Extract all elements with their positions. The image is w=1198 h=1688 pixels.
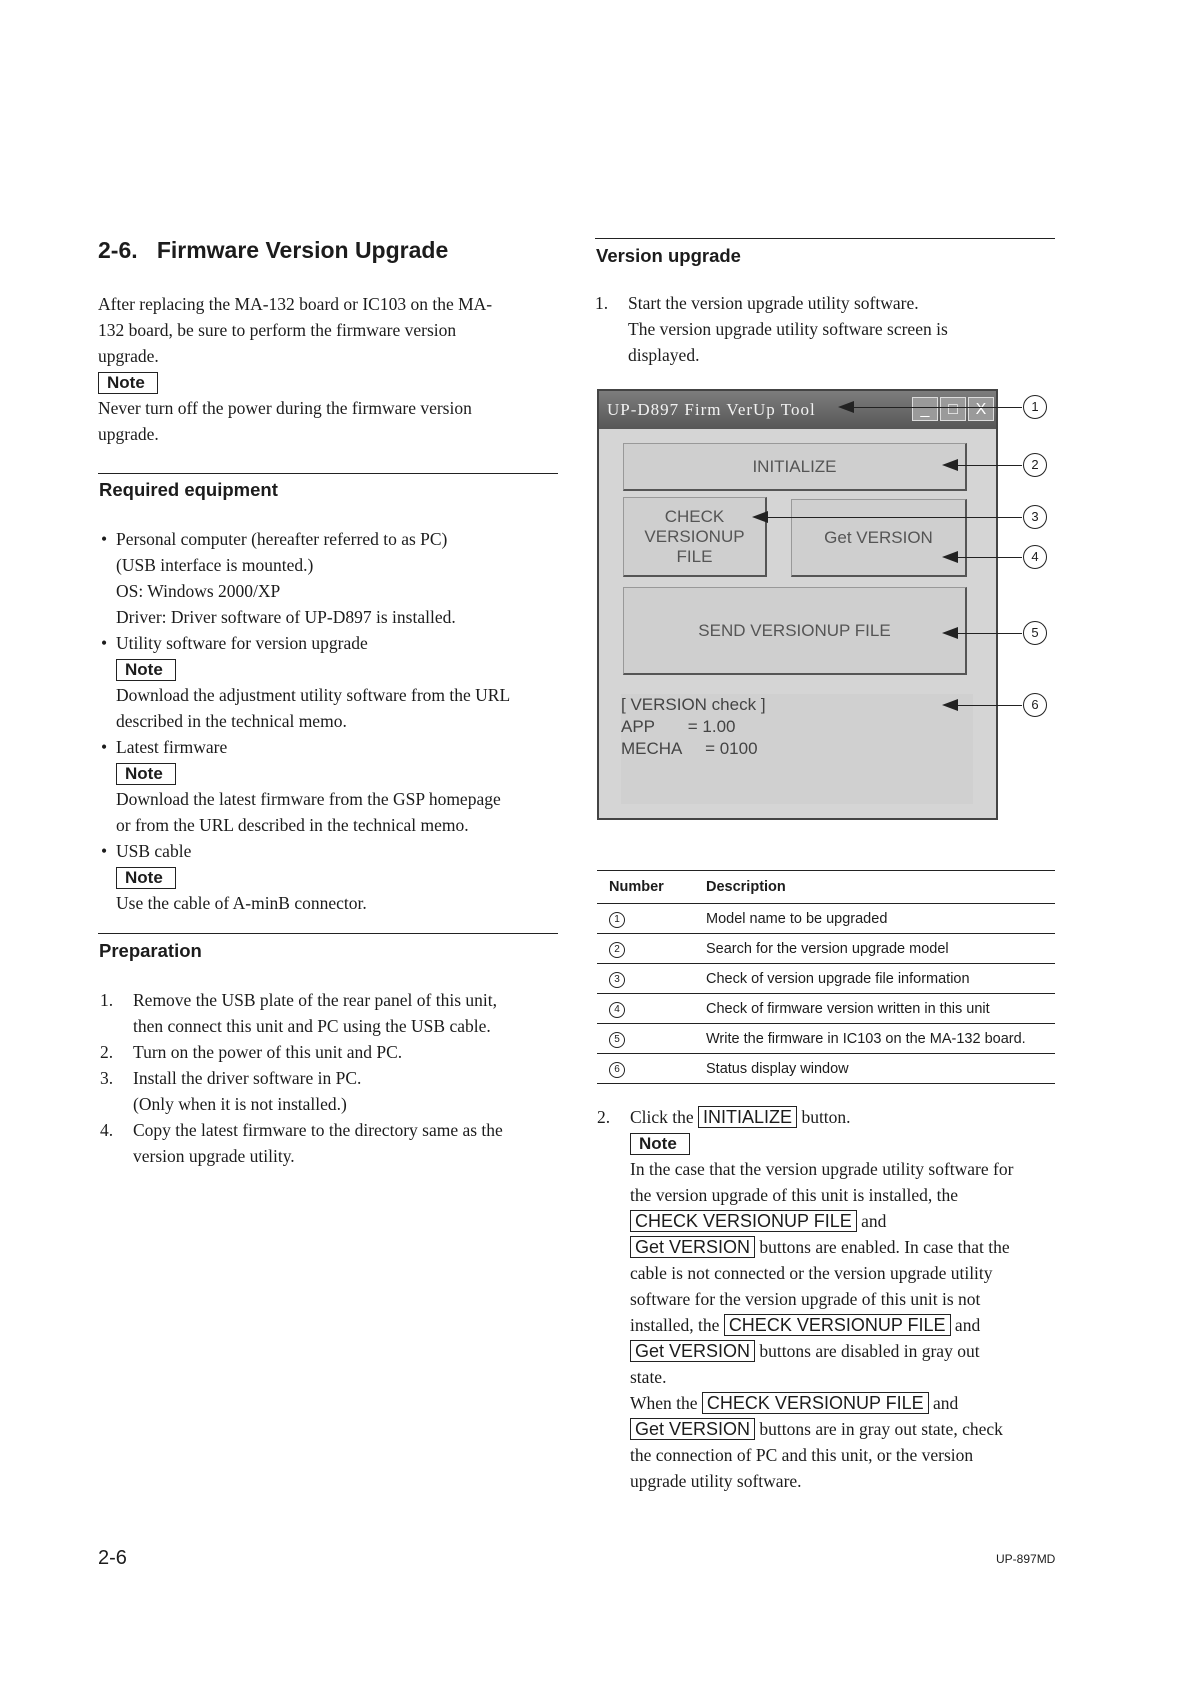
note-text: Use the cable of A-minB connector.: [116, 893, 367, 913]
note-label: Note: [116, 867, 176, 889]
row-description: Status display window: [705, 1054, 1055, 1084]
list-item: [101, 630, 566, 734]
note-text: When the: [630, 1393, 698, 1413]
row-number: 3: [609, 972, 625, 988]
section-heading: [98, 237, 448, 264]
section-title: Firmware Version Upgrade: [156, 237, 449, 263]
note-text: Download the adjustment utility software from the URL: [116, 685, 511, 705]
row-description: Write the firmware in IC103 on the MA-132 board.: [705, 1024, 1055, 1054]
row-number: 1: [609, 912, 625, 928]
version-step1: [595, 290, 1048, 368]
note-text: software for the version upgrade of this unit is not: [630, 1289, 981, 1309]
list-item: [101, 838, 566, 916]
row-description: Model name to be upgraded: [705, 904, 1055, 934]
status-line: MECHA = 0100: [621, 739, 758, 758]
section-number: 2-6.: [98, 237, 138, 263]
note-text: buttons are enabled. In case that the: [759, 1237, 1010, 1257]
step-number: 1.: [100, 990, 114, 1010]
note-text: Download the latest firmware from the GSP homepage: [116, 789, 501, 809]
arrow-line: [956, 465, 1022, 466]
row-number: 5: [609, 1032, 625, 1048]
step-item: [100, 1117, 573, 1169]
required-heading: Required equipment: [99, 479, 278, 500]
arrow-line: [956, 705, 1022, 706]
table-row: [597, 994, 1055, 1024]
preparation-steps: [100, 987, 573, 1169]
row-description: Search for the version upgrade model: [705, 934, 1055, 964]
step-text: then connect this unit and PC using the USB cable.: [133, 1016, 491, 1036]
arrow-line: [956, 633, 1022, 634]
step-text: Click the: [630, 1107, 694, 1127]
item-text: USB cable: [116, 841, 192, 861]
table-row: [597, 1054, 1055, 1084]
minimize-button[interactable]: _: [912, 397, 938, 421]
note-text: Never turn off the power during the firmware version: [98, 398, 472, 418]
note-text: and: [954, 1315, 981, 1335]
initialize-button-ref: INITIALIZE: [698, 1106, 797, 1128]
table-row: [597, 904, 1055, 934]
firmware-tool-window: [597, 389, 998, 820]
note-text: and: [933, 1393, 959, 1413]
status-display-window: [621, 694, 973, 804]
column-header-description: Description: [705, 871, 1055, 904]
item-text: Utility software for version upgrade: [116, 633, 368, 653]
callout-1: 1: [1023, 395, 1047, 419]
note-text: the connection of PC and this unit, or the version: [630, 1445, 974, 1465]
button-label: FILE: [676, 546, 713, 566]
item-text: OS: Windows 2000/XP: [116, 581, 281, 601]
note-text: state.: [630, 1367, 667, 1387]
close-button[interactable]: X: [968, 397, 994, 421]
model-number: UP-897MD: [996, 1552, 1056, 1566]
check-versionup-file-ref: CHECK VERSIONUP FILE: [724, 1314, 951, 1336]
step-number: 2.: [597, 1107, 611, 1127]
step-text: (Only when it is not installed.): [133, 1094, 347, 1114]
note-label: Note: [98, 372, 158, 394]
status-line: [ VERSION check ]: [621, 695, 766, 714]
row-description: Check of firmware version written in this unit: [705, 994, 1055, 1024]
page-number: 2-6: [98, 1547, 127, 1569]
divider: [98, 473, 558, 474]
bullet: •: [101, 529, 108, 549]
callout-4: 4: [1023, 545, 1047, 569]
button-label: VERSIONUP: [644, 526, 745, 546]
step-item: [100, 1039, 573, 1065]
get-version-ref: Get VERSION: [630, 1236, 755, 1258]
row-number: 6: [609, 1062, 625, 1078]
title-bar: [599, 391, 996, 429]
note-text: installed, the: [630, 1315, 720, 1335]
required-list: [101, 526, 566, 916]
arrow-line: [956, 557, 1022, 558]
arrow-line: [852, 407, 1022, 408]
divider: [595, 238, 1055, 239]
intro-line: 132 board, be sure to perform the firmware version: [98, 320, 457, 340]
step-item: [100, 1065, 573, 1117]
note-text: cable is not connected or the version upgrade utility: [630, 1263, 993, 1283]
row-description: Check of version upgrade file information: [705, 964, 1055, 994]
note-text: or from the URL described in the technical memo.: [116, 815, 469, 835]
note-text: upgrade.: [98, 424, 159, 444]
get-version-ref: Get VERSION: [630, 1340, 755, 1362]
callout-6: 6: [1023, 693, 1047, 717]
note-text: buttons are disabled in gray out: [759, 1341, 980, 1361]
item-text: Latest firmware: [116, 737, 228, 757]
get-version-button[interactable]: Get VERSION: [791, 499, 967, 577]
list-item: [101, 526, 566, 630]
check-versionup-file-button[interactable]: [623, 497, 767, 577]
note-text: buttons are in gray out state, check: [759, 1419, 1003, 1439]
step-number: 1.: [595, 293, 609, 313]
step-text: displayed.: [628, 345, 700, 365]
step-text: Install the driver software in PC.: [133, 1068, 362, 1088]
row-number: 4: [609, 1002, 625, 1018]
note-text: In the case that the version upgrade utility software for: [630, 1159, 1014, 1179]
step-text: Remove the USB plate of the rear panel of this unit,: [133, 990, 498, 1010]
check-versionup-file-ref: CHECK VERSIONUP FILE: [630, 1210, 857, 1232]
step-item: [100, 987, 573, 1039]
item-text: Driver: Driver software of UP-D897 is installed.: [116, 607, 456, 627]
preparation-heading: Preparation: [99, 940, 202, 961]
step-number: 3.: [100, 1068, 114, 1088]
version-step2: [597, 1104, 1060, 1494]
step-text: Copy the latest firmware to the directory same as the: [133, 1120, 503, 1140]
table-row: [597, 1024, 1055, 1054]
window-title: UP-D897 Firm VerUp Tool: [607, 400, 816, 419]
item-text: Personal computer (hereafter referred to as PC): [116, 529, 448, 549]
description-table: [597, 870, 1055, 1084]
note-label: Note: [116, 659, 176, 681]
button-label: CHECK: [664, 506, 725, 526]
note-label: Note: [116, 763, 176, 785]
callout-5: 5: [1023, 621, 1047, 645]
status-line: APP = 1.00: [621, 717, 736, 736]
row-number: 2: [609, 942, 625, 958]
intro-line: After replacing the MA-132 board or IC103 on the MA-: [98, 294, 493, 314]
arrow-line: [766, 517, 1022, 518]
step-text: Turn on the power of this unit and PC.: [133, 1042, 403, 1062]
check-versionup-file-ref: CHECK VERSIONUP FILE: [702, 1392, 929, 1414]
item-text: (USB interface is mounted.): [116, 555, 314, 575]
divider: [98, 933, 558, 934]
note-text: upgrade utility software.: [630, 1471, 802, 1491]
list-item: [101, 734, 566, 838]
table-header-row: [597, 871, 1055, 904]
get-version-ref: Get VERSION: [630, 1418, 755, 1440]
bullet: •: [101, 633, 108, 653]
table-row: [597, 934, 1055, 964]
initialize-button[interactable]: INITIALIZE: [623, 443, 967, 491]
bullet: •: [101, 737, 108, 757]
step-text: Start the version upgrade utility software.: [628, 293, 919, 313]
step-text: version upgrade utility.: [133, 1146, 295, 1166]
intro-block: [98, 291, 568, 447]
callout-3: 3: [1023, 505, 1047, 529]
table-row: [597, 964, 1055, 994]
step-number: 4.: [100, 1120, 114, 1140]
intro-line: upgrade.: [98, 346, 159, 366]
note-label: Note: [630, 1133, 690, 1155]
note-text: the version upgrade of this unit is installed, the: [630, 1185, 959, 1205]
step-text: button.: [801, 1107, 851, 1127]
step-item: [597, 1104, 1060, 1494]
maximize-button[interactable]: □: [940, 397, 966, 421]
note-text: described in the technical memo.: [116, 711, 347, 731]
bullet: •: [101, 841, 108, 861]
step-number: 2.: [100, 1042, 114, 1062]
callout-2: 2: [1023, 453, 1047, 477]
version-upgrade-heading: Version upgrade: [596, 245, 741, 266]
step-item: [595, 290, 1048, 368]
step-text: The version upgrade utility software screen is: [628, 319, 948, 339]
note-text: and: [861, 1211, 887, 1231]
send-versionup-file-button[interactable]: SEND VERSIONUP FILE: [623, 587, 967, 675]
column-header-number: Number: [597, 871, 705, 904]
